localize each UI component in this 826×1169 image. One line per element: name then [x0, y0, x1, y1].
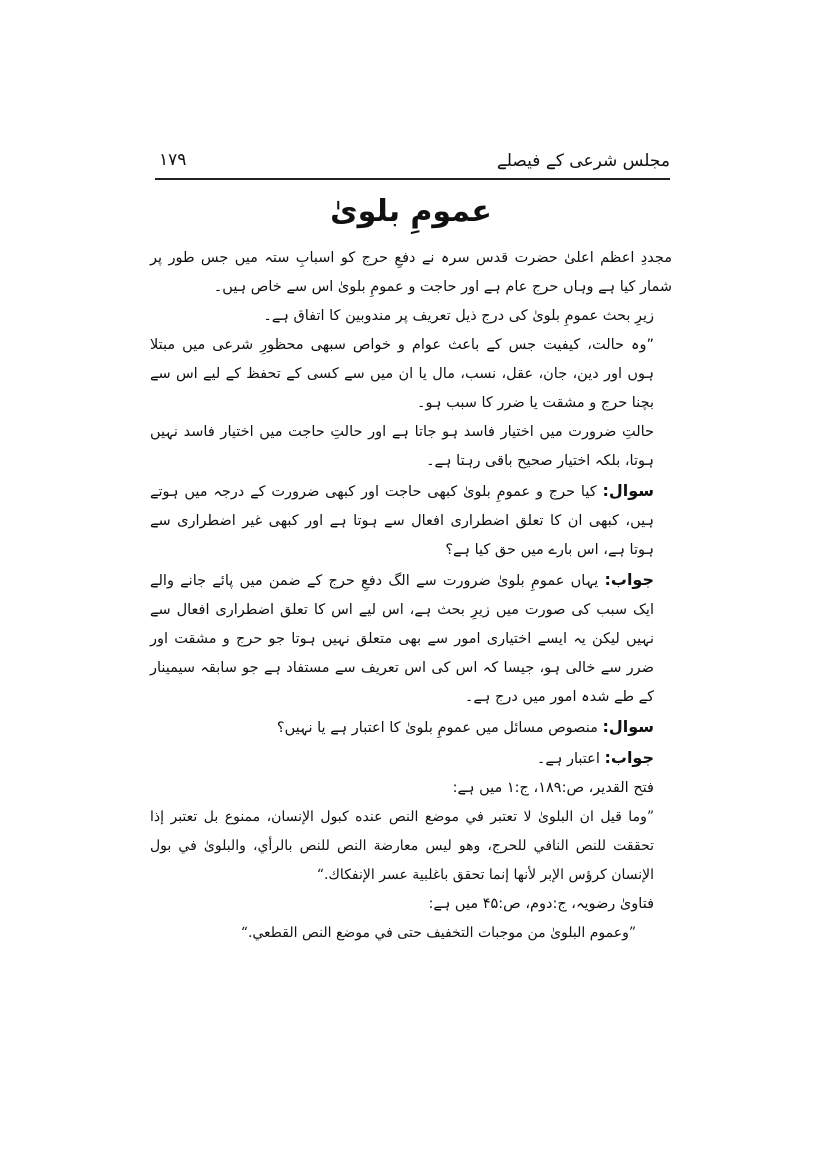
page-header — [155, 150, 670, 184]
answer-label: جواب: — [604, 748, 654, 767]
running-title: مجلس شرعی کے فیصلے — [496, 151, 670, 171]
definition-quote: ”وہ حالت، کیفیت جس کے باعث عوام و خواص سبھی محظورِ شرعی میں مبتلا ہوں اور دین، جان، عقل، نسب، مال یا ان میں سے کسی کے تحفظ کے لیے اس سے بچنا حرج و مشقت یا ضرر کا سبب ہو۔ — [150, 337, 654, 411]
answer-text: اعتبار ہے۔ — [536, 751, 600, 767]
definition-intro: زیرِ بحث عمومِ بلویٰ کی درج ذیل تعریف پر مندوبین کا اتفاق ہے۔ — [263, 308, 654, 324]
question-2 — [150, 712, 672, 743]
question-text: منصوص مسائل میں عمومِ بلویٰ کا اعتبار ہے یا نہیں؟ — [276, 720, 598, 736]
article-title: عمومِ بلویٰ — [330, 194, 492, 229]
intro-paragraph: مجددِ اعظم اعلیٰ حضرت قدس سرہ نے دفعِ حرج کو اسبابِ ستہ میں جس طور پر شمار کیا ہے وہاں حرج عام ہے اور حاجت و عمومِ بلویٰ اس سے خاص ہیں۔ — [150, 250, 672, 295]
reference-fatawa-razvia: فتاویٰ رضویہ، ج:دوم، ص:۴۵ میں ہے: — [428, 896, 654, 912]
answer-1 — [150, 565, 672, 712]
page-number: ۱۷۹ — [159, 150, 187, 170]
article-body — [150, 190, 672, 948]
question-label: سوال: — [602, 481, 654, 500]
question-1 — [150, 476, 672, 565]
answer-text: یہاں عمومِ بلویٰ ضرورت سے الگ دفعِ حرج کے ضمن میں پائے جانے والے ایک سبب کی صورت میں زیرِ بحث ہے، اس لیے اس کا تعلق اضطراری افعال سے نہیں لیکن یہ ایسے اختیاری امور سے بھی متعلق نہیں ہوتا جو حرج و مشقت اور ضرر سے خالی ہو، جیسا کہ اس کی اس تعریف سے مستفاد ہے جو سابقہ سیمینار کے طے شدہ امور میں درج ہے۔ — [150, 573, 654, 705]
arabic-quote-2: ”وعموم البلوىٰ من موجبات التخفيف حتى في موضع النص القطعي.“ — [240, 925, 636, 941]
header-rule — [155, 178, 670, 180]
question-text: کیا حرج و عمومِ بلویٰ کبھی حاجت اور کبھی ضرورت کے درجہ میں ہوتے ہیں، کبھی ان کا تعلق اضطراری افعال سے ہوتا ہے اور کبھی غیر اضطراری سے ہوتا ہے، اس بارے میں حق کیا ہے؟ — [150, 484, 654, 558]
necessity-paragraph: حالتِ ضرورت میں اختیار فاسد ہو جاتا ہے اور حالتِ حاجت میں اختیار فاسد نہیں ہوتا، بلکہ اختیار صحیح باقی رہتا ہے۔ — [150, 424, 654, 469]
answer-2 — [150, 743, 672, 774]
reference-fath-al-qadir: فتح القدیر، ص:۱۸۹، ج:۱ میں ہے: — [452, 780, 654, 796]
answer-label: جواب: — [604, 570, 654, 589]
question-label: سوال: — [602, 717, 654, 736]
arabic-quote-1: ”وما قيل ان البلوىٰ لا تعتبر في موضع النص عنده كبول الإنسان، ممنوع بل تعتبر إذا تحققت للنص النافي للحرج، وهو ليس معارضة النص للنص بالرأي، والبلوىٰ في بول الإنسان كرؤس الإبر لأنها إنما تحقق باغلبية عسر الإنفكاك.“ — [150, 809, 654, 883]
